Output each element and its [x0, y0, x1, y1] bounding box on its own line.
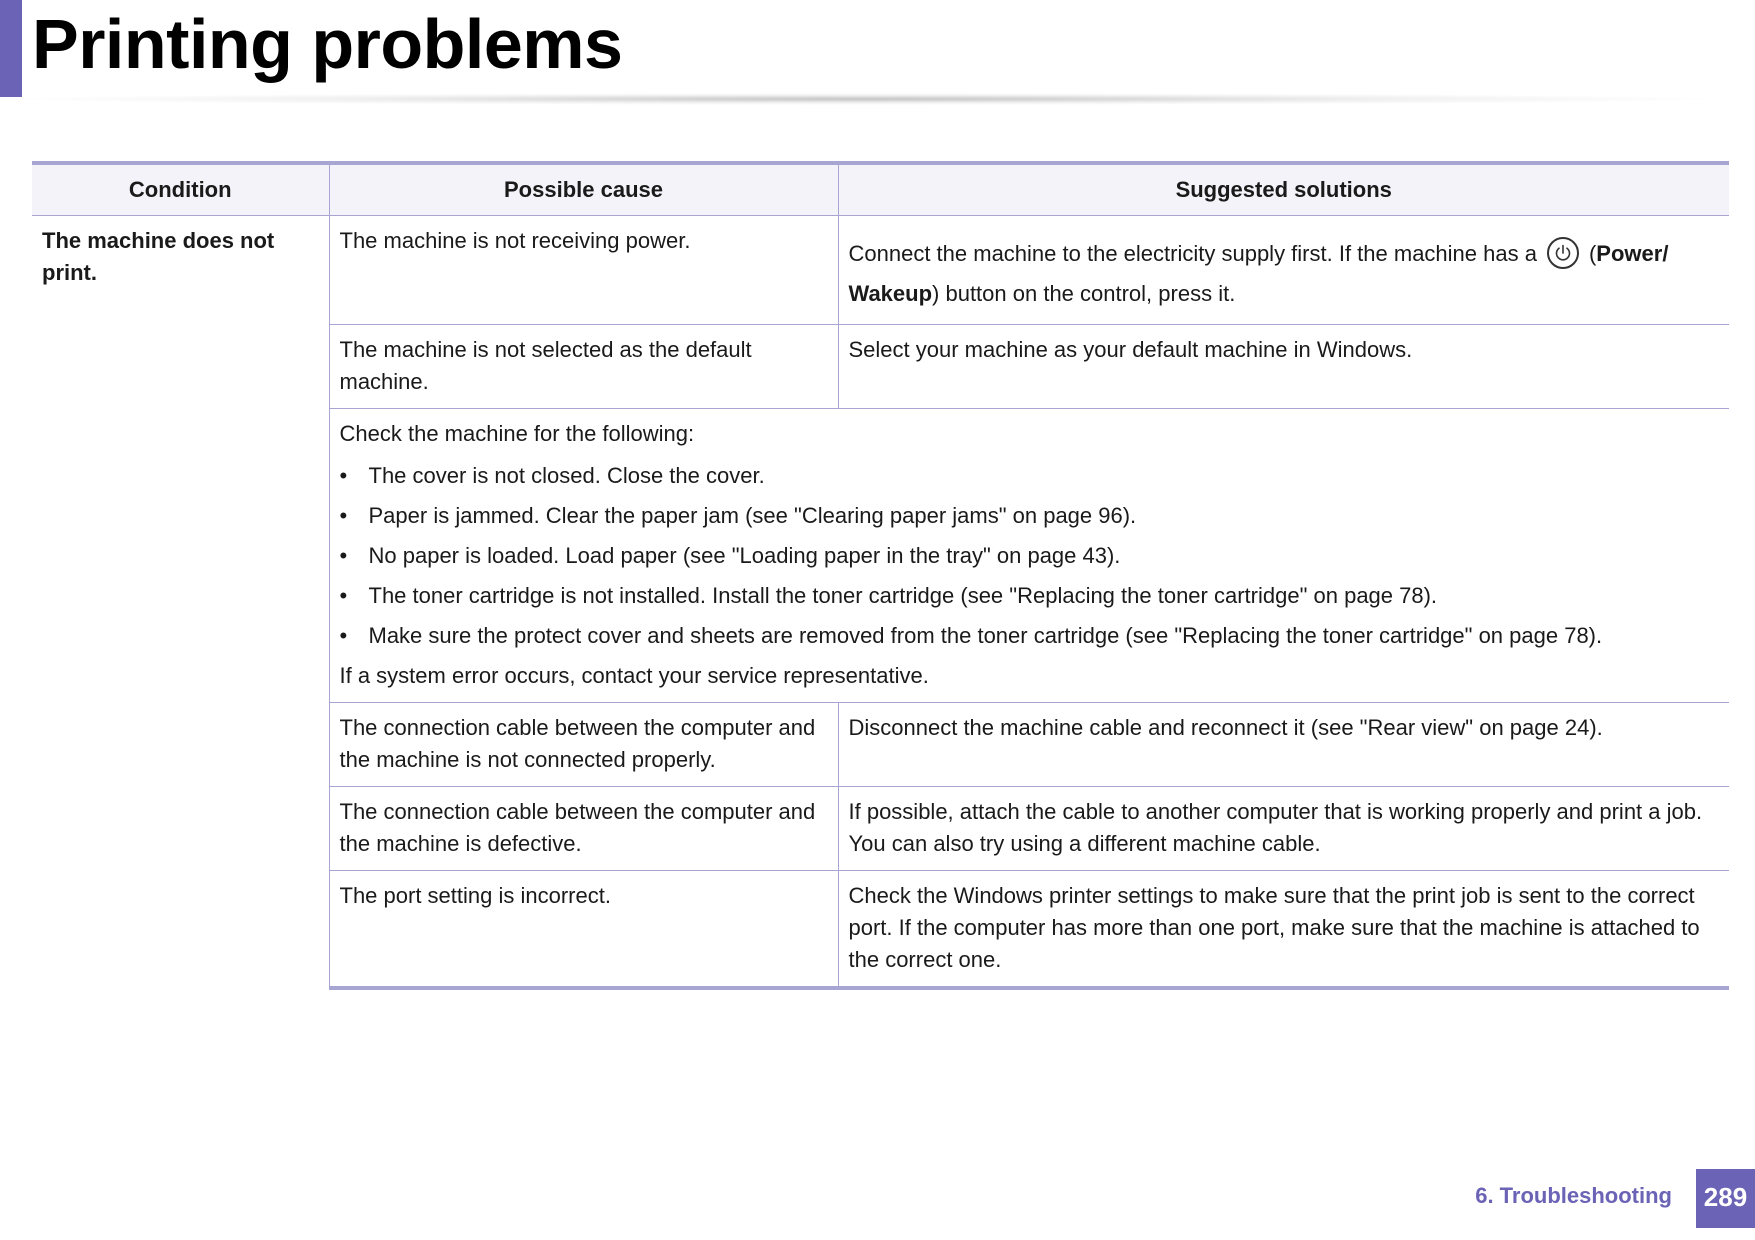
- solution-text-end: ) button on the control, press it.: [932, 281, 1236, 306]
- bullet-icon: •: [339, 543, 348, 568]
- checklist: [340, 460, 1720, 652]
- cause-cell: The machine is not receiving power.: [329, 216, 838, 325]
- header-suggested-solutions: Suggested solutions: [838, 163, 1729, 216]
- solution-cell: Connect the machine to the electricity supply first. If the machine has a (Power/ Wakeup) button on the control, press it.: [838, 216, 1729, 325]
- footer-section-label: 6. Troubleshooting: [1475, 1183, 1672, 1208]
- bullet-icon: •: [339, 463, 348, 488]
- list-item-text: The cover is not closed. Close the cover.: [368, 463, 765, 488]
- cause-cell: The port setting is incorrect.: [329, 871, 838, 989]
- list-item: [340, 540, 1720, 572]
- list-item: [340, 460, 1720, 492]
- header-condition: Condition: [32, 163, 329, 216]
- list-item-text: The toner cartridge is not installed. Install the toner cartridge (see "Replacing the toner cartridge" on page 78).: [368, 583, 1438, 608]
- list-item-text: Paper is jammed. Clear the paper jam (see "Clearing paper jams" on page 96).: [368, 503, 1137, 528]
- condition-cell: The machine does not print.: [32, 216, 329, 989]
- page-title: Printing problems: [32, 5, 623, 83]
- solution-cell: Select your machine as your default machine in Windows.: [838, 325, 1729, 409]
- checklist-intro: Check the machine for the following:: [339, 421, 695, 446]
- title-accent-bar: [0, 0, 22, 97]
- list-item: [340, 620, 1720, 652]
- solution-text: Connect the machine to the electricity supply first. If the machine has a: [848, 241, 1537, 266]
- checklist-cell: [329, 409, 1729, 703]
- solution-cell: Disconnect the machine cable and reconnect it (see "Rear view" on page 24).: [838, 703, 1729, 787]
- page-number-badge: 289: [1696, 1169, 1755, 1228]
- title-divider: [24, 93, 1704, 105]
- bullet-icon: •: [339, 503, 348, 528]
- list-item-text: Make sure the protect cover and sheets are removed from the toner cartridge (see "Replacing the toner cartridge" on page 78).: [368, 623, 1603, 648]
- list-item-text: No paper is loaded. Load paper (see "Loading paper in the tray" on page 43).: [368, 543, 1121, 568]
- header-possible-cause: Possible cause: [329, 163, 838, 216]
- cause-cell: The connection cable between the computer and the machine is defective.: [329, 787, 838, 871]
- cause-cell: The connection cable between the computer and the machine is not connected properly.: [329, 703, 838, 787]
- troubleshooting-table: [32, 161, 1729, 990]
- checklist-outro: If a system error occurs, contact your service representative.: [339, 663, 929, 688]
- solution-cell: If possible, attach the cable to another computer that is working properly and print a job. You can also try using a different machine cable.: [838, 787, 1729, 871]
- power-icon: [1547, 237, 1579, 269]
- power-wakeup-label: Power/ Wakeup: [848, 241, 1669, 306]
- bullet-icon: •: [339, 583, 348, 608]
- cause-cell: The machine is not selected as the default machine.: [329, 325, 838, 409]
- table-row: [32, 216, 1729, 325]
- list-item: [340, 500, 1720, 532]
- solution-cell: Check the Windows printer settings to make sure that the print job is sent to the correct port. If the computer has more than one port, make sure that the machine is attached to the correct one.: [838, 871, 1729, 989]
- bullet-icon: •: [339, 623, 348, 648]
- table-header-row: [32, 163, 1729, 216]
- list-item: [340, 580, 1720, 612]
